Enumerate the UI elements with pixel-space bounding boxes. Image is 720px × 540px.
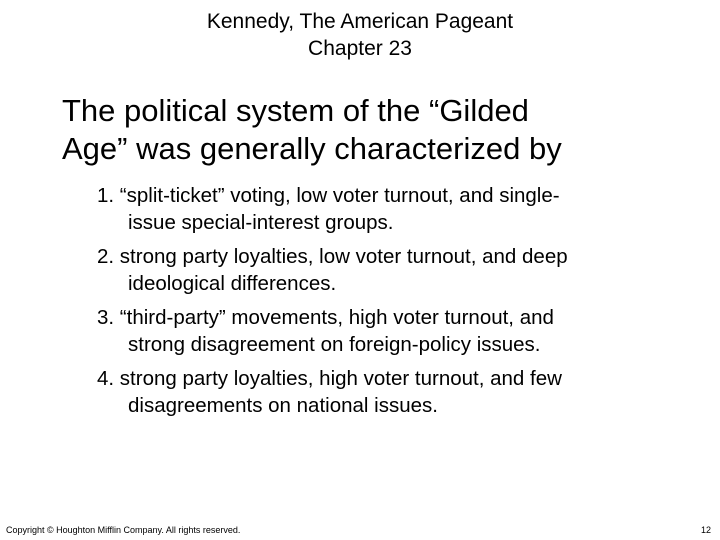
answer-option-3 [97, 304, 697, 358]
option-text-continued: issue special-interest groups. [128, 211, 394, 234]
copyright-notice: Copyright © Houghton Mifflin Company. All rights reserved. [6, 525, 241, 535]
option-text-continued: strong disagreement on foreign-policy issues. [128, 333, 541, 356]
answer-option-1 [97, 182, 697, 236]
option-text: 1. “split-ticket” voting, low voter turnout, and single- [97, 184, 560, 207]
option-text: 4. strong party loyalties, high voter turnout, and few [97, 367, 562, 390]
option-text: 2. strong party loyalties, low voter turnout, and deep [97, 245, 568, 268]
option-text-continued: disagreements on national issues. [128, 394, 438, 417]
book-title: Kennedy, The American Pageant [206, 10, 514, 33]
option-text: 3. “third-party” movements, high voter turnout, and [97, 306, 554, 329]
answer-option-2 [97, 243, 697, 297]
option-text-continued: ideological differences. [128, 272, 337, 295]
question-text [62, 92, 702, 168]
question-line-2: Age” was generally characterized by [62, 131, 562, 166]
question-line-1: The political system of the “Gilded [62, 93, 529, 128]
slide-header [0, 8, 720, 62]
answer-options [97, 182, 697, 426]
answer-option-4 [97, 365, 697, 419]
page-number: 12 [700, 525, 711, 535]
chapter-label: Chapter 23 [308, 37, 412, 60]
